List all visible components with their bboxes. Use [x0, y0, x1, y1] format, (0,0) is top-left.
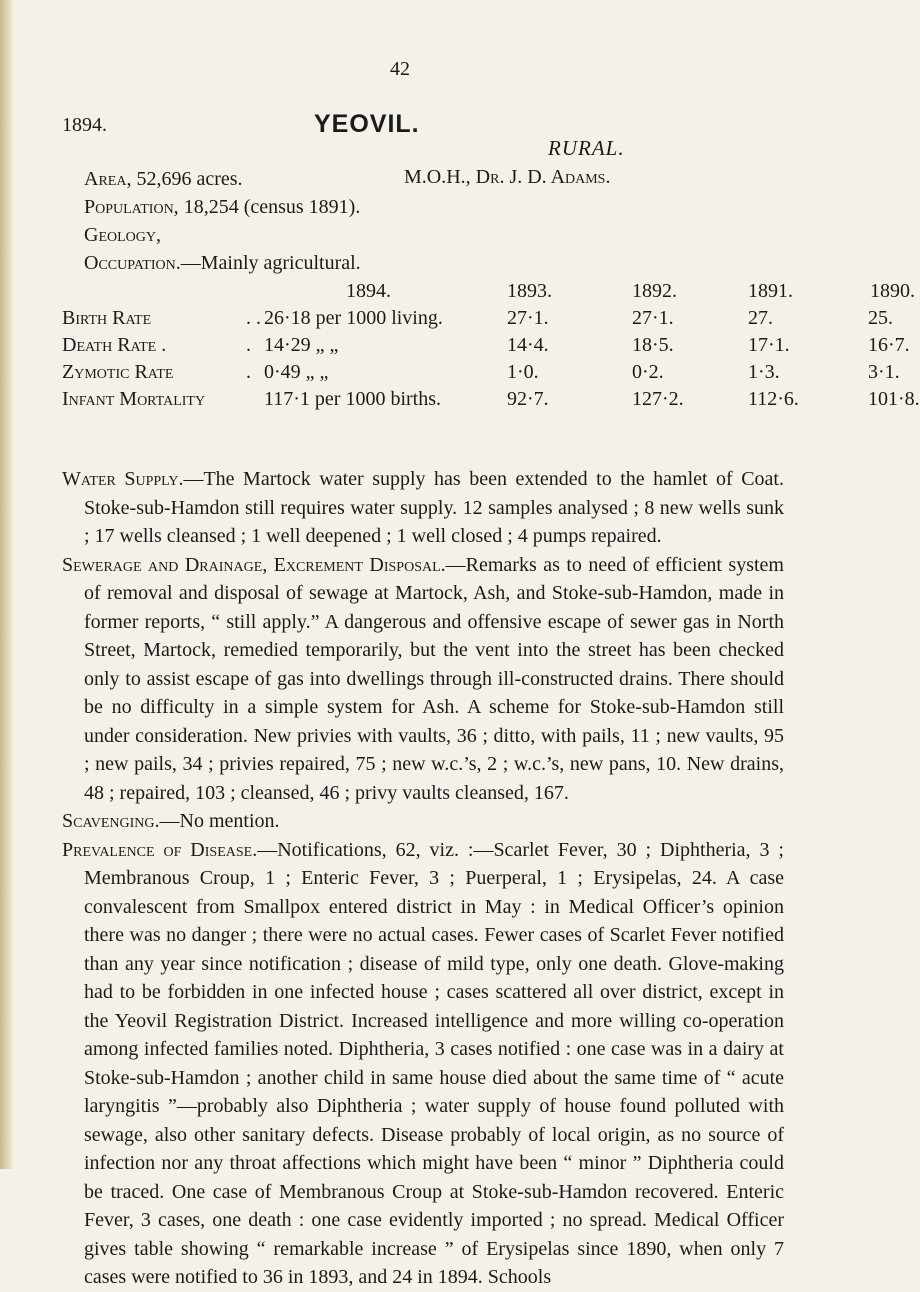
- stat-leader-dots: .: [246, 361, 251, 383]
- district-type: RURAL.: [548, 136, 625, 160]
- stat-label: Infant Mortality: [62, 388, 206, 410]
- stat-label: Zymotic Rate: [62, 361, 174, 383]
- area-label: Area,: [84, 168, 132, 190]
- stat-value-1894: 117·1 per 1000 births.: [264, 388, 442, 410]
- stat-row-birth-rate: [62, 307, 893, 334]
- stat-value-1893: 27·1.: [507, 307, 549, 329]
- occupation-label: Occupation.: [84, 252, 181, 274]
- year-header-row: [84, 280, 915, 307]
- statistics-table: [62, 280, 920, 415]
- stat-row-death-rate: [62, 334, 910, 361]
- year-header: 1894.: [346, 280, 391, 302]
- population-value: 18,254 (census 1891).: [178, 196, 361, 218]
- page-number: 42: [390, 58, 410, 80]
- stat-label: Birth Rate: [62, 307, 152, 329]
- stat-value-1893: 1·0.: [507, 361, 539, 383]
- year-header: 1891.: [748, 280, 793, 302]
- stat-value-1892: 127·2.: [632, 388, 684, 410]
- medical-officer: M.O.H., Dr. J. D. Adams.: [404, 166, 611, 188]
- stat-value-1894: 14·29 „ „: [264, 334, 339, 356]
- stat-value-1890: 3·1.: [868, 361, 900, 383]
- report-header: [62, 110, 762, 146]
- stat-label: Death Rate .: [62, 334, 167, 356]
- year-header: 1892.: [632, 280, 677, 302]
- section-scavenging: [62, 807, 784, 836]
- stat-value-1890: 101·8.: [868, 388, 920, 410]
- stat-value-1891: 1·3.: [748, 361, 780, 383]
- stat-value-1892: 27·1.: [632, 307, 674, 329]
- stat-value-1891: 27.: [748, 307, 773, 329]
- geology-label: Geology,: [84, 224, 161, 246]
- section-heading: Scavenging.: [62, 810, 160, 832]
- stat-leader-dots: . .: [246, 307, 261, 329]
- area-value: 52,696 acres.: [131, 168, 243, 190]
- stat-value-1892: 0·2.: [632, 361, 664, 383]
- stat-value-1893: 92·7.: [507, 388, 549, 410]
- occupation-value: —Mainly agricultural.: [180, 252, 361, 274]
- stat-value-1890: 16·7.: [868, 334, 910, 356]
- section-water-supply: [62, 465, 784, 551]
- section-text: —The Martock water supply has been extended to the hamlet of Coat. Stoke-sub-Hamdon still requires water supply. 12 samples analysed ; 8 new wells sunk ; 17 wells cleansed ; 1 well deepened ; 1 well closed ; 4 pumps repaired.: [84, 468, 784, 547]
- population-line: [84, 196, 360, 219]
- area-line: [84, 168, 243, 191]
- stat-value-1891: 17·1.: [748, 334, 790, 356]
- stat-value-1894: 26·18 per 1000 living.: [264, 307, 443, 329]
- stat-value-1894: 0·49 „ „: [264, 361, 329, 383]
- section-text: —No mention.: [159, 810, 280, 832]
- report-year: 1894.: [62, 114, 107, 136]
- stat-leader-dots: .: [246, 334, 251, 356]
- section-heading: Sewerage and Drainage, Excrement Disposal.: [62, 553, 446, 576]
- stat-value-1893: 14·4.: [507, 334, 549, 356]
- section-text: —Notifications, 62, viz. :—Scarlet Fever, 30 ; Diphtheria, 3 ; Membranous Croup, 1 ; Enteric Fever, 3 ; Puerperal, 1 ; Erysipelas, 24. A case convalescent from Smallpox entered district in May : in Medical Officer’s opinion there was no danger ; there were no actual cases. Fewer cases of Scarlet Fever notified than any year since notification ; disease of mild type, only one death. Glove-making had to be forbidden in one infected house ; cases scattered all over district, except in the Yeovil Registration District. Increased intelligence and more willing co-operation among infected families noted. Diphtheria, 3 cases notified : one case was in a dairy at Stoke-sub-Hamdon ; another child in same house died about the same time of “ acute laryngitis ”—probably also Diphtheria ; water supply of house found polluted with sewage, also other sanitary defects. Disease probably of local origin, as no source of infection nor any throat affections which might have been “ minor ” Diphtheria could be traced. One case of Membranous Croup at Stoke-sub-Hamdon recovered. Enteric Fever, 3 cases, one death : one case evidently imported ; no spread. Medical Officer gives table showing “ remarkable increase ” of Erysipelas since 1890, when only 7 cases were notified to 36 in 1893, and 24 in 1894. Schools: [84, 838, 784, 1288]
- section-sewerage: [62, 551, 784, 808]
- section-heading: Prevalence of Disease.: [62, 838, 258, 861]
- stat-value-1891: 112·6.: [748, 388, 799, 410]
- stat-row-infant-mortality: [62, 388, 920, 415]
- year-header: 1890.: [870, 280, 915, 302]
- occupation-line: [84, 252, 361, 275]
- stat-value-1892: 18·5.: [632, 334, 674, 356]
- geology-line: [84, 224, 161, 247]
- report-body: [62, 465, 784, 1292]
- section-prevalence-of-disease: [62, 836, 784, 1292]
- page-edge-shadow: [0, 0, 14, 1169]
- stat-value-1890: 25.: [868, 307, 893, 329]
- year-header: 1893.: [507, 280, 552, 302]
- town-title: YEOVIL.: [314, 110, 420, 138]
- section-heading: Water Supply.: [62, 468, 184, 490]
- population-label: Population,: [84, 196, 179, 218]
- stat-row-zymotic-rate: [62, 361, 900, 388]
- section-text: —Remarks as to need of efficient system of removal and disposal of sewage at Martock, Ash, and Stoke-sub-Hamdon, made in former reports, “ still apply.” A dangerous and offensive escape of sewer gas in North Street, Martock, remedied temporarily, but the vent into the street has been checked only to assist escape of gas into dwellings through ill-constructed drains. There should be no difficulty in a simple system for Ash. A scheme for Stoke-sub-Hamdon still under consideration. New privies with vaults, 36 ; ditto, with pails, 11 ; new vaults, 95 ; new pails, 34 ; privies repaired, 75 ; new w.c.’s, 2 ; w.c.’s, new pans, 10. New drains, 48 ; repaired, 103 ; cleansed, 46 ; privy vaults cleansed, 167.: [84, 553, 784, 804]
